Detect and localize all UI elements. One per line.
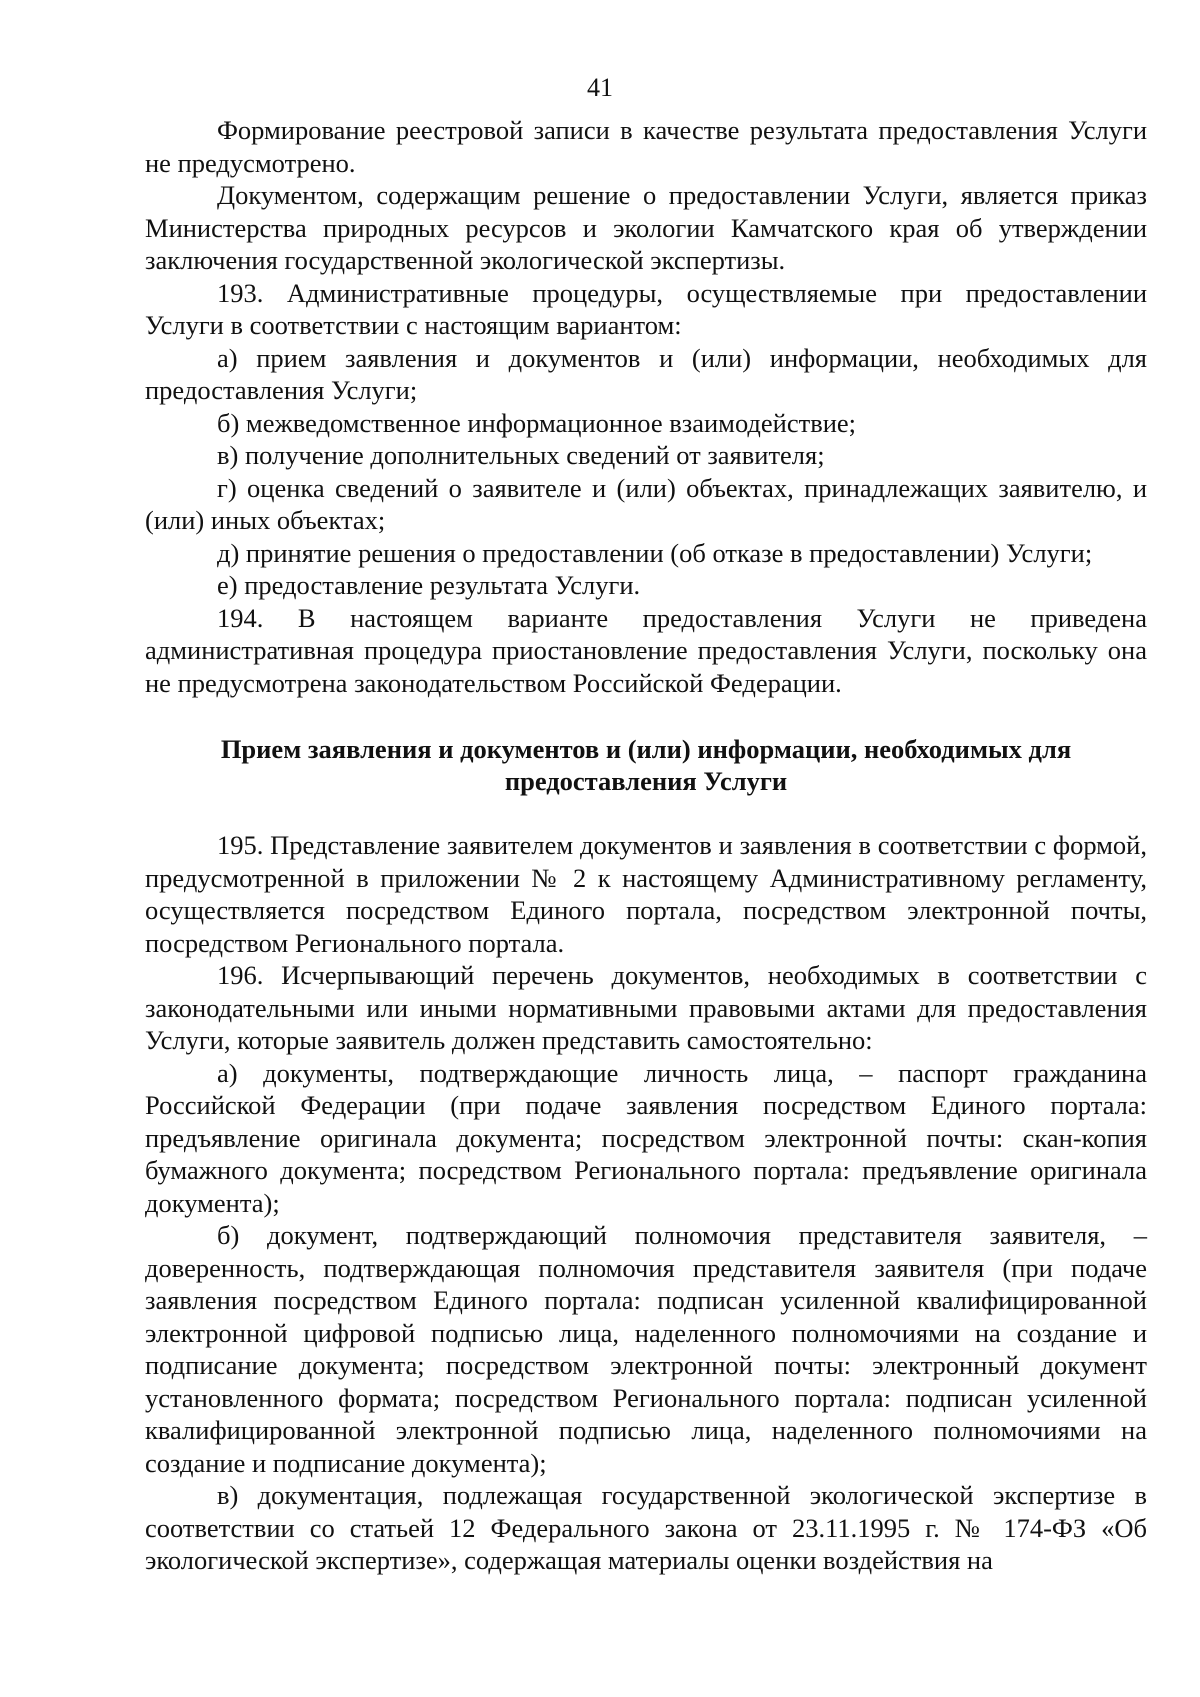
document-body (145, 114, 1147, 1577)
list-item-196-a: а) документы, подтверждающие личность лица, – паспорт гражданина Российской Федерации (при подаче заявления посредством Единого портала: предъявление оригинала документа; посредством электронной почты: скан-копия бумажного документа; посредством Регионального портала: предъявление оригинала документа); (145, 1057, 1147, 1218)
list-item-d: д) принятие решения о предоставлении (об отказе в предоставлении) Услуги; (217, 537, 1093, 568)
paragraph-194: 194. В настоящем варианте предоставления Услуги не приведена административная процедура приостановление предоставления Услуги, поскольку она не предусмотрена законодательством Российской Федерации. (145, 602, 1147, 698)
section-heading-line-2: предоставления Услуги (504, 766, 788, 796)
list-item-v: в) получение дополнительных сведений от заявителя; (217, 440, 825, 470)
paragraph-193: 193. Административные процедуры, осуществляемые при предоставлении Услуги в соответствии с настоящим вариантом: (145, 277, 1147, 340)
paragraph-195: 195. Представление заявителем документов и заявления в соответствии с формой, предусмотренной в приложении № 2 к настоящему Административному регламенту, осуществляется посредством Единого портала, посредством электронной почты, посредством Регионального портала. (145, 830, 1147, 958)
list-item-a: а) прием заявления и документов и (или) информации, необходимых для предоставления Услуги; (145, 342, 1147, 405)
section-heading (145, 733, 1147, 797)
list-item-g: г) оценка сведений о заявителе и (или) объектах, принадлежащих заявителю, и (или) иных объектах; (145, 472, 1147, 535)
paragraph-decision-document: Документом, содержащим решение о предоставлении Услуги, является приказ Министерства природных ресурсов и экологии Камчатского края об утверждении заключения государственной экологической экспертизы. (145, 180, 1147, 275)
list-item-b: б) межведомственное информационное взаимодействие; (217, 407, 857, 438)
paragraph-196: 196. Исчерпывающий перечень документов, необходимых в соответствии с законодательными или иными нормативными правовыми актами для предоставления Услуги, которые заявитель должен представить самостоятельно: (145, 960, 1147, 1055)
list-item-196-b: б) документ, подтверждающий полномочия представителя заявителя, – доверенность, подтверждающая полномочия представителя заявителя (при подаче заявления посредством Единого портала: подписан усиленной квалифицированной электронной цифровой подписью лица, наделенного полномочиями на создание и подписание документа; посредством электронной почты: электронный документ установленного формата; посредством Регионального портала: подписан усиленной квалифицированной электронной подписью лица, наделенного полномочиями на создание и подписание документа); (145, 1220, 1147, 1478)
list-item-e: е) предоставление результата Услуги. (217, 570, 641, 600)
list-item-196-v: в) документация, подлежащая государственной экологической экспертизе в соответствии со статьей 12 Федерального закона от 23.11.1995 г. № 174-ФЗ «Об экологической экспертизе», содержащая материалы оценки воздействия на (145, 1480, 1147, 1575)
page-number: 41 (587, 73, 613, 102)
paragraph-registry-record: Формирование реестровой записи в качестве результата предоставления Услуги не предусмотрено. (145, 115, 1147, 178)
section-heading-line-1: Прием заявления и документов и (или) информации, необходимых для (220, 734, 1072, 764)
